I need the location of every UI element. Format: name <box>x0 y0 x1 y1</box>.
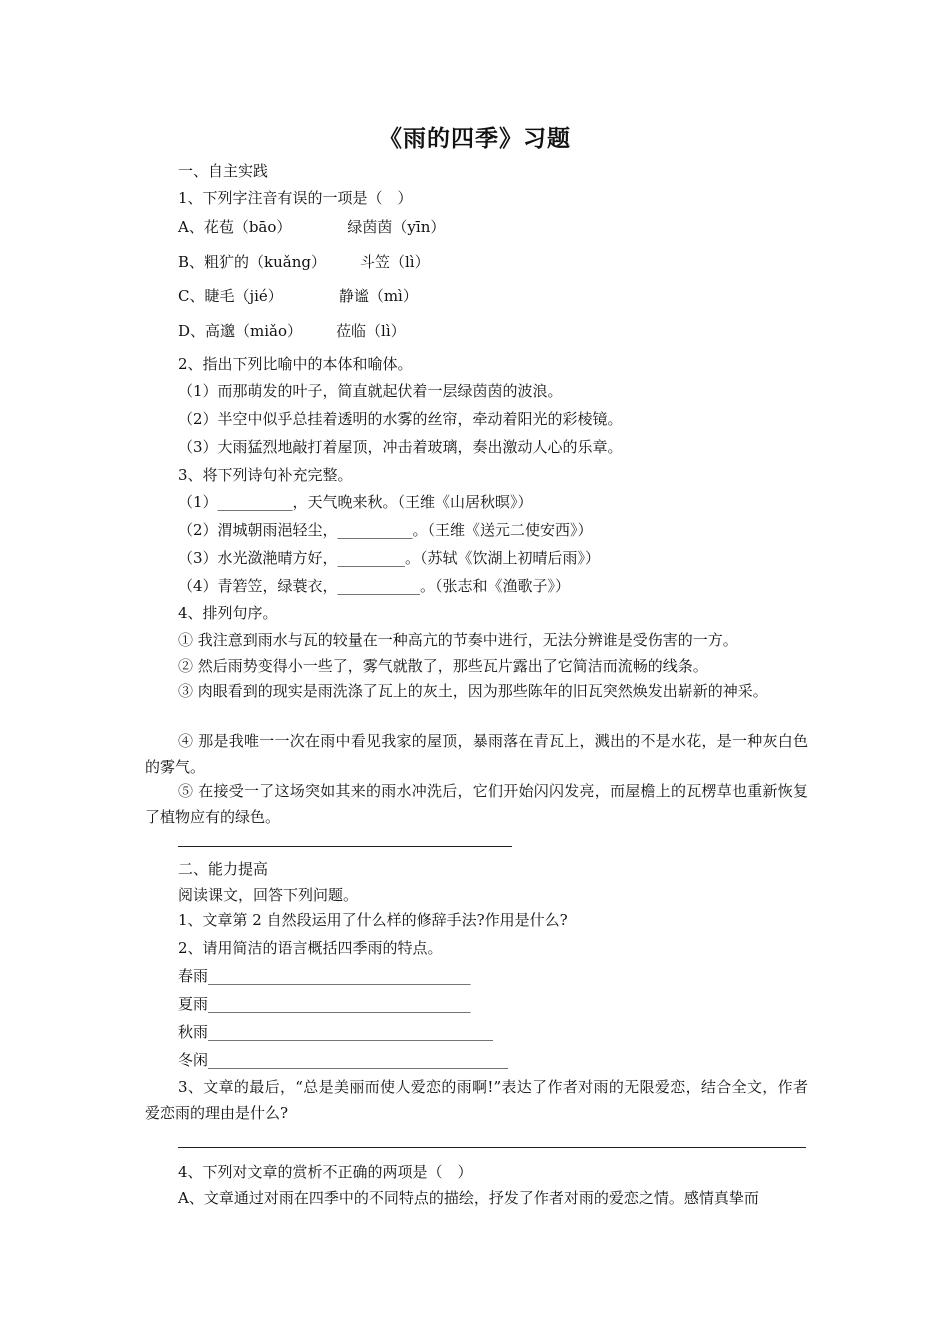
q2-item-1: （1）而那萌发的叶子，简直就起伏着一层绿茵茵的波浪。 <box>178 382 563 400</box>
q4-sentence-1: ① 我注意到雨水与瓦的较量在一种高亢的节奏中进行，无法分辨谁是受伤害的一方。 <box>178 631 738 649</box>
q1-option-c <box>178 286 418 306</box>
q1-option-a <box>178 217 445 237</box>
s2-q2-stem: 2、请用简洁的语言概括四季雨的特点。 <box>178 939 443 957</box>
s2-q3: 3、文章的最后，“总是美丽而使人爱恋的雨啊!”表达了作者对雨的无限爱恋，结合全文，作者爱恋雨的理由是什么? <box>145 1078 808 1122</box>
q1-option-a-2: 绿茵茵（yīn） <box>347 218 446 236</box>
q3-item-4: （4）青箬笠，绿蓑衣，___________。（张志和《渔歌子》） <box>178 577 571 595</box>
answer-line <box>178 1147 806 1148</box>
q4-stem: 4、排列句序。 <box>178 604 278 622</box>
s2-q2-spring: 春雨___________________________________ <box>178 967 471 985</box>
s2-q1: 1、文章第 2 自然段运用了什么样的修辞手法?作用是什么? <box>178 911 568 929</box>
q3-item-1: （1）__________，天气晚来秋。（王维《山居秋暝》） <box>178 493 533 511</box>
section-2-heading: 二、能力提高 <box>178 860 269 878</box>
q2-item-3: （3）大雨猛烈地敲打着屋顶，冲击着玻璃，奏出激动人心的乐章。 <box>178 438 623 456</box>
q1-option-d-1: D、高邈（miǎo） <box>178 322 303 340</box>
q1-option-b <box>178 252 430 272</box>
s2-q4-stem: 4、下列对文章的赏析不正确的两项是（ ） <box>178 1163 473 1181</box>
s2-q2-summer: 夏雨___________________________________ <box>178 995 471 1013</box>
q1-option-b-2: 斗笠（lì） <box>359 253 430 271</box>
q1-option-d-2: 莅临（lì） <box>336 322 406 340</box>
s2-q2-autumn: 秋雨______________________________________ <box>178 1023 494 1041</box>
section-1-heading: 一、自主实践 <box>178 162 269 180</box>
q1-option-c-1: C、睫毛（jié） <box>178 287 283 305</box>
q1-option-b-1: B、粗犷的（kuǎng） <box>178 253 326 271</box>
q4-sentence-4: ④ 那是我唯一一次在雨中看见我家的屋顶，暴雨落在青瓦上，溅出的不是水花，是一种灰白色的雾气。 <box>145 732 808 776</box>
q4-sentence-3: ③ 肉眼看到的现实是雨洗涤了瓦上的灰土，因为那些陈年的旧瓦突然焕发出崭新的神采。 <box>178 682 768 700</box>
q1-option-a-1: A、花苞（bāo） <box>178 218 292 236</box>
answer-line <box>178 846 512 847</box>
section-2-intro: 阅读课文，回答下列问题。 <box>178 886 359 904</box>
s2-q4-option-a: A、文章通过对雨在四季中的不同特点的描绘，抒发了作者对雨的爱恋之情。感情真挚而 <box>178 1189 759 1207</box>
q2-item-2: （2）半空中似乎总挂着透明的水雾的丝帘，牵动着阳光的彩棱镜。 <box>178 410 623 428</box>
q4-sentence-5: ⑤ 在接受一了这场突如其来的雨水冲洗后，它们开始闪闪发亮，而屋檐上的瓦楞草也重新恢复了植物应有的绿色。 <box>145 782 808 826</box>
page-title: 《雨的四季》习题 <box>379 126 571 152</box>
q4-sentence-2: ② 然后雨势变得小一些了，雾气就散了，那些瓦片露出了它简洁而流畅的线条。 <box>178 657 708 675</box>
q3-item-3: （3）水光潋滟晴方好，_________。（苏轼《饮湖上初晴后雨》） <box>178 549 601 567</box>
q2-stem: 2、指出下列比喻中的本体和喻体。 <box>178 355 413 373</box>
q1-stem: 1、下列字注音有误的一项是（ ） <box>178 189 413 207</box>
q3-stem: 3、将下列诗句补充完整。 <box>178 466 353 484</box>
q1-option-d <box>178 321 406 341</box>
q1-option-c-2: 静谧（mì） <box>338 287 418 305</box>
s2-q2-winter: 冬闲________________________________________ <box>178 1051 509 1069</box>
q3-item-2: （2）渭城朝雨浥轻尘，__________。（王维《送元二使安西》） <box>178 521 593 539</box>
